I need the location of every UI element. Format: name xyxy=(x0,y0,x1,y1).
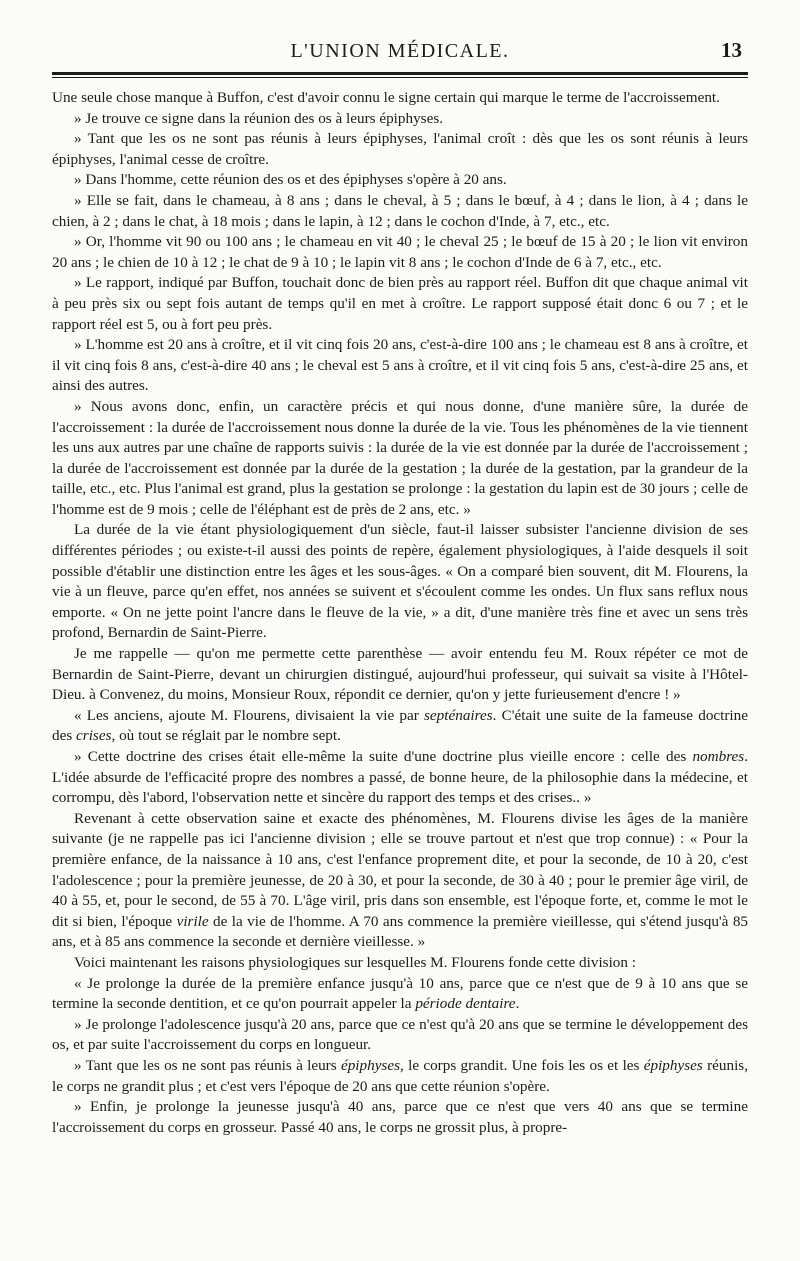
text-run: Une seule chose manque à Buffon, c'est d'avoir connu le signe certain qui marque le terme de l'accroissement. xyxy=(52,89,720,106)
text-run: Voici maintenant les raisons physiologiques sur lesquelles M. Flourens fonde cette division : xyxy=(74,953,637,971)
italic-run: épiphyses xyxy=(340,1056,400,1074)
paragraph xyxy=(52,109,748,130)
paragraph xyxy=(52,397,748,521)
text-run: Revenant à cette observation saine et exacte des phénomènes, M. Flourens divise les âges de la manière suivante (je ne rappelle pas ici l'ancienne division ; elle se trouve partout et n'est que trop connue) : « Pour la première enfance, de la naissance à 10 ans, c'est l'enfance proprement dite, et pour la seconde, de 10 à 20, c'est l'adolescence ; pour la première jeunesse, de 20 à 30, et pour la seconde, de 30 à 40 ; pour le premier âge viril, de 40 à 55, et, pour le second, de 55 à 70. L'âge viril, pris dans son ensemble, est l'époque forte, et, comme le mot le dit si bien, l'époque xyxy=(52,809,748,930)
text-run: « Je prolonge la durée de la première enfance jusqu'à 10 ans, parce que ce n'est que de 9 à 10 ans que se termine la seconde dentition, et ce qu'on pourrait appeler la xyxy=(52,974,748,1013)
text-run: » Nous avons donc, enfin, un caractère précis et qui nous donne, d'une manière sûre, la durée de l'accroissement : la durée de l'accroissement nous donne la durée de la vie. Tous les phénomènes de la vie tiennent les uns aux autres par une chaîne de rapports suivis : la durée de la vie est donnée par la durée de l'accroissement ; la durée de l'accroissement est donnée par la durée de la gestation ; la durée de la gestation, par la grandeur de la taille, etc., etc. Plus l'animal est grand, plus la gestation se prolonge : la gestation du lapin est de 30 jours ; celle de l'homme est de 9 mois ; celle de l'éléphant est de près de 2 ans, etc. » xyxy=(52,397,748,518)
page-number: 13 xyxy=(721,38,742,62)
paragraph xyxy=(52,520,748,644)
text-run: » Je trouve ce signe dans la réunion des os à leurs épiphyses. xyxy=(74,109,444,127)
paragraph xyxy=(52,170,748,191)
text-run: La durée de la vie étant physiologiquement d'un siècle, faut-il laisser subsister l'ancienne division de ses différentes périodes ; ou existe-t-il aussi des points de repère, également physiologiques, à l'aide desquels il soit possible d'établir une distinction entre les âges et les sous-âges. « On a comparé bien souvent, dit M. Flourens, la vie à un fleuve, parce qu'en effet, nos années se suivent et s'écoulent comme les ondes. Un flux sans reflux nous emporte. « On ne jette point l'ancre dans le fleuve de la vie, » a dit, d'une manière très fine et avec un sens très profond, Bernardin de Saint-Pierre. xyxy=(52,521,748,642)
page-header xyxy=(52,34,748,68)
paragraph xyxy=(52,191,748,232)
italic-run: nombres xyxy=(692,748,745,765)
paragraph xyxy=(52,1097,748,1138)
paragraph xyxy=(52,88,748,109)
paragraph xyxy=(52,644,748,706)
italic-run: épiphyses xyxy=(643,1056,703,1074)
text-run: , le corps grandit. Une fois les os et les xyxy=(400,1056,644,1074)
text-run: . L'idée absurde de l'efficacité propre des nombres a passé, de bonne heure, de la philosophie dans la médecine, et corrompu, dès l'abord, l'observation nette et sincère du rapport des temps et des crises.. » xyxy=(52,748,748,807)
header-rule-thin xyxy=(52,77,748,78)
body-text xyxy=(52,88,748,1138)
paragraph xyxy=(52,129,748,170)
paragraph xyxy=(52,335,748,397)
italic-run: période dentaire xyxy=(415,995,516,1013)
text-run: Je me rappelle — qu'on me permette cette parenthèse — avoir entendu feu M. Roux répéter ce mot de Bernardin de Saint-Pierre, devant un chirurgien distingué, aujourd'hui professeur, qui suivait sa visite à l'Hôtel-Dieu. à Convenez, du moins, Monsieur Roux, répondit ce dernier, qu'on y jette furieusement d'encre ! » xyxy=(52,645,748,704)
text-run: » Enfin, je prolonge la jeunesse jusqu'à 40 ans, parce que ce n'est que vers 40 ans que se termine l'accroissement du corps en grosseur. Passé 40 ans, le corps ne grossit plus, à propre- xyxy=(52,1098,748,1136)
paragraph xyxy=(52,974,748,1015)
paragraph xyxy=(52,809,748,953)
text-run: » Je prolonge l'adolescence jusqu'à 20 ans, parce que ce n'est qu'à 20 ans que se termine le développement des os, et par suite l'accroissement du corps en longueur. xyxy=(52,1015,748,1054)
italic-run: virile xyxy=(176,912,209,930)
text-run: » Or, l'homme vit 90 ou 100 ans ; le chameau en vit 40 ; le cheval 25 ; le bœuf de 15 à 20 ; le lion vit environ 20 ans ; le chien de 10 à 12 ; le chat de 9 à 10 ; le lapin vit 8 ans ; le cochon d'Inde de 6 à 7, etc., etc. xyxy=(52,233,748,271)
running-title: L'UNION MÉDICALE. xyxy=(290,40,510,62)
text-run: . C'était une suite de la fameuse doctrine des xyxy=(52,706,748,745)
paragraph xyxy=(52,232,748,273)
text-run: » Le rapport, indiqué par Buffon, touchait donc de bien près au rapport réel. Buffon dit que chaque animal vit à peu près six ou sept fois autant de temps qu'il en met à croître. Le rapport supposé était donc 6 ou 7 ; et le rapport réel est 5, ou à fort peu près. xyxy=(52,274,748,333)
paragraph xyxy=(52,706,748,747)
italic-run: crises xyxy=(76,727,112,745)
text-run: » Cette doctrine des crises était elle-même la suite d'une doctrine plus vieille encore : celle des xyxy=(74,748,693,765)
text-run: de la vie de l'homme. A 70 ans commence la première vieillesse, qui s'étend jusqu'à 85 ans, et à 85 ans commence la seconde et dernière vieillesse. » xyxy=(52,912,749,951)
text-run: réunis, le corps ne grandit plus ; et c'est vers l'époque de 20 ans que cette réunion s'opère. xyxy=(52,1056,749,1095)
paragraph xyxy=(52,1015,748,1056)
text-run: » Dans l'homme, cette réunion des os et des épiphyses s'opère à 20 ans. xyxy=(74,171,507,189)
text-run: « Les anciens, ajoute M. Flourens, divisaient la vie par xyxy=(74,706,425,724)
text-run: » L'homme est 20 ans à croître, et il vit cinq fois 20 ans, c'est-à-dire 100 ans ; le chameau est 8 ans à croître, et il vit cinq fois 8 ans, c'est-à-dire 40 ans ; le cheval est 5 ans à croître, et il vit cinq fois 5 ans, c'est-à-dire 25 ans, et ainsi des autres. xyxy=(52,336,748,395)
paragraph xyxy=(52,747,748,809)
header-rule xyxy=(52,72,748,75)
text-run: » Elle se fait, dans le chameau, à 8 ans ; dans le cheval, à 5 ; dans le bœuf, à 4 ; dans le lion, à 4 ; dans le chien, à 2 ; dans le chat, à 18 mois ; dans le lapin, à 12 ; dans le cochon d'Inde, à 7, etc., etc. xyxy=(52,191,748,230)
text-run: . xyxy=(515,995,520,1013)
italic-run: septénaires xyxy=(424,706,493,724)
paragraph xyxy=(52,953,748,974)
text-run: » Tant que les os ne sont pas réunis à leurs xyxy=(74,1056,341,1074)
text-run: , où tout se réglait par le nombre sept. xyxy=(111,727,341,745)
paragraph xyxy=(52,273,748,335)
text-run: » Tant que les os ne sont pas réunis à leurs épiphyses, l'animal croît : dès que les os sont réunis à leurs épiphyses, l'animal cesse de croître. xyxy=(52,130,748,168)
paragraph xyxy=(52,1056,748,1097)
